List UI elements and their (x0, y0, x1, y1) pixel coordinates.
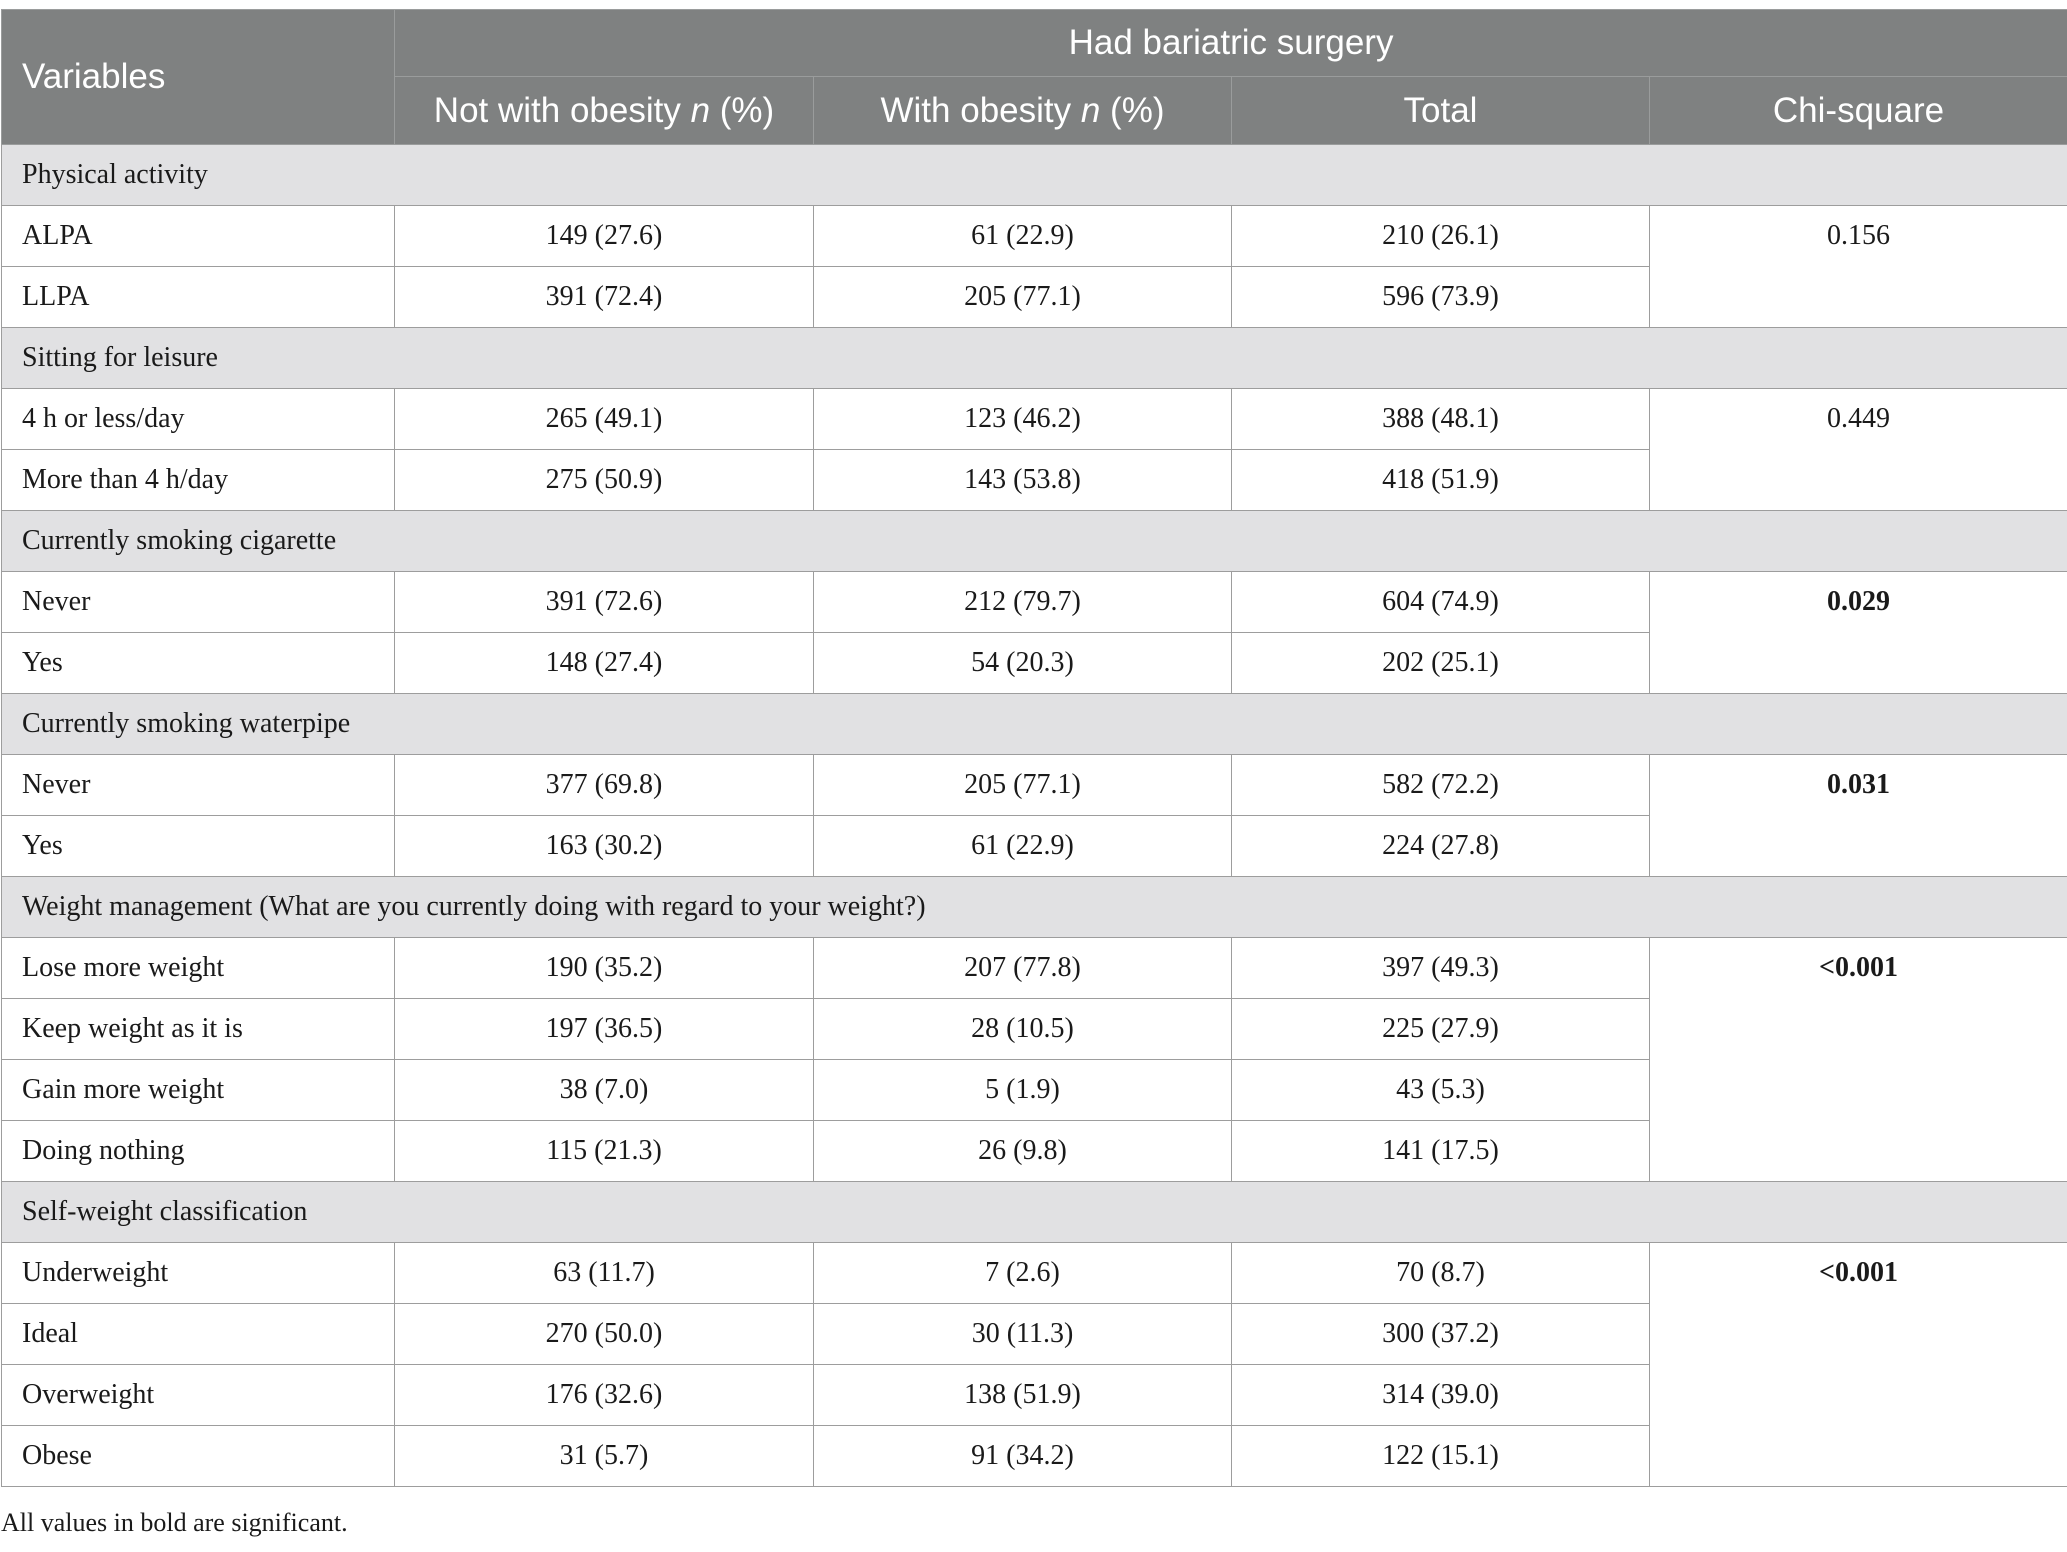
obese-value: 123 (46.2) (814, 389, 1232, 450)
section-title: Currently smoking cigarette (2, 511, 2067, 572)
footnote: All values in bold are significant. (1, 1508, 348, 1537)
total-value: 582 (72.2) (1232, 755, 1650, 816)
obese-value: 61 (22.9) (814, 816, 1232, 877)
section-header-row (2, 1182, 2067, 1243)
row-label: Gain more weight (2, 1060, 395, 1121)
pct-symbol: (%) (1100, 90, 1165, 130)
total-value: 141 (17.5) (1232, 1121, 1650, 1182)
not-obese-header-label: Not with obesity (433, 90, 691, 130)
obese-value: 212 (79.7) (814, 572, 1232, 633)
chi-square-header: Chi-square (1650, 77, 2067, 145)
obese-value: 26 (9.8) (814, 1121, 1232, 1182)
not-obese-header (395, 77, 814, 145)
row-label: ALPA (2, 206, 395, 267)
not-obese-value: 265 (49.1) (395, 389, 814, 450)
total-value: 397 (49.3) (1232, 938, 1650, 999)
table-row (2, 389, 2067, 450)
obese-header (814, 77, 1232, 145)
row-label: Overweight (2, 1365, 395, 1426)
section-title: Physical activity (2, 145, 2067, 206)
obese-value: 138 (51.9) (814, 1365, 1232, 1426)
header-row-top (2, 10, 2067, 77)
total-value: 300 (37.2) (1232, 1304, 1650, 1365)
table-row (2, 755, 2067, 816)
obese-value: 205 (77.1) (814, 755, 1232, 816)
table-row (2, 206, 2067, 267)
section-header-row (2, 877, 2067, 938)
not-obese-value: 115 (21.3) (395, 1121, 814, 1182)
row-label: LLPA (2, 267, 395, 328)
row-label: Never (2, 572, 395, 633)
total-value: 418 (51.9) (1232, 450, 1650, 511)
row-label: Yes (2, 816, 395, 877)
obese-value: 143 (53.8) (814, 450, 1232, 511)
table-body (2, 145, 2067, 1487)
not-obese-value: 391 (72.4) (395, 267, 814, 328)
table-row (2, 1243, 2067, 1304)
row-label: 4 h or less/day (2, 389, 395, 450)
section-header-row (2, 328, 2067, 389)
row-label: Ideal (2, 1304, 395, 1365)
not-obese-value: 270 (50.0) (395, 1304, 814, 1365)
chi-square-value: 0.031 (1650, 755, 2067, 877)
not-obese-value: 176 (32.6) (395, 1365, 814, 1426)
section-header-row (2, 511, 2067, 572)
total-value: 210 (26.1) (1232, 206, 1650, 267)
obese-value: 5 (1.9) (814, 1060, 1232, 1121)
table-row (2, 938, 2067, 999)
total-value: 388 (48.1) (1232, 389, 1650, 450)
not-obese-value: 391 (72.6) (395, 572, 814, 633)
row-label: Yes (2, 633, 395, 694)
not-obese-value: 275 (50.9) (395, 450, 814, 511)
section-header-row (2, 694, 2067, 755)
obese-value: 207 (77.8) (814, 938, 1232, 999)
not-obese-value: 31 (5.7) (395, 1426, 814, 1487)
section-title: Self-weight classification (2, 1182, 2067, 1243)
not-obese-value: 163 (30.2) (395, 816, 814, 877)
not-obese-value: 38 (7.0) (395, 1060, 814, 1121)
row-label: Underweight (2, 1243, 395, 1304)
total-value: 202 (25.1) (1232, 633, 1650, 694)
n-symbol: n (690, 90, 711, 130)
chi-square-value: 0.029 (1650, 572, 2067, 694)
chi-square-value: 0.156 (1650, 206, 2067, 328)
section-title: Sitting for leisure (2, 328, 2067, 389)
not-obese-value: 190 (35.2) (395, 938, 814, 999)
row-label: Lose more weight (2, 938, 395, 999)
chi-square-value: <0.001 (1650, 1243, 2067, 1487)
row-label: More than 4 h/day (2, 450, 395, 511)
obese-value: 61 (22.9) (814, 206, 1232, 267)
table-header (2, 10, 2067, 145)
chi-square-value: <0.001 (1650, 938, 2067, 1182)
obese-value: 30 (11.3) (814, 1304, 1232, 1365)
obese-value: 91 (34.2) (814, 1426, 1232, 1487)
obese-value: 205 (77.1) (814, 267, 1232, 328)
group-header: Had bariatric surgery (395, 10, 2067, 77)
not-obese-value: 63 (11.7) (395, 1243, 814, 1304)
pct-symbol: (%) (710, 90, 775, 130)
total-value: 225 (27.9) (1232, 999, 1650, 1060)
total-value: 596 (73.9) (1232, 267, 1650, 328)
results-table-container (1, 9, 2067, 1487)
total-value: 70 (8.7) (1232, 1243, 1650, 1304)
section-title: Currently smoking waterpipe (2, 694, 2067, 755)
total-value: 43 (5.3) (1232, 1060, 1650, 1121)
obese-value: 54 (20.3) (814, 633, 1232, 694)
chi-square-value: 0.449 (1650, 389, 2067, 511)
row-label: Doing nothing (2, 1121, 395, 1182)
total-header: Total (1232, 77, 1650, 145)
obese-header-label: With obesity (880, 90, 1081, 130)
row-label: Never (2, 755, 395, 816)
row-label: Keep weight as it is (2, 999, 395, 1060)
table-row (2, 572, 2067, 633)
total-value: 224 (27.8) (1232, 816, 1650, 877)
section-title: Weight management (What are you currently doing with regard to your weight?) (2, 877, 2067, 938)
obese-value: 7 (2.6) (814, 1243, 1232, 1304)
not-obese-value: 377 (69.8) (395, 755, 814, 816)
obese-value: 28 (10.5) (814, 999, 1232, 1060)
not-obese-value: 149 (27.6) (395, 206, 814, 267)
not-obese-value: 148 (27.4) (395, 633, 814, 694)
n-symbol: n (1080, 90, 1101, 130)
variables-header: Variables (2, 10, 395, 145)
total-value: 314 (39.0) (1232, 1365, 1650, 1426)
total-value: 122 (15.1) (1232, 1426, 1650, 1487)
results-table (1, 9, 2067, 1487)
row-label: Obese (2, 1426, 395, 1487)
not-obese-value: 197 (36.5) (395, 999, 814, 1060)
section-header-row (2, 145, 2067, 206)
total-value: 604 (74.9) (1232, 572, 1650, 633)
